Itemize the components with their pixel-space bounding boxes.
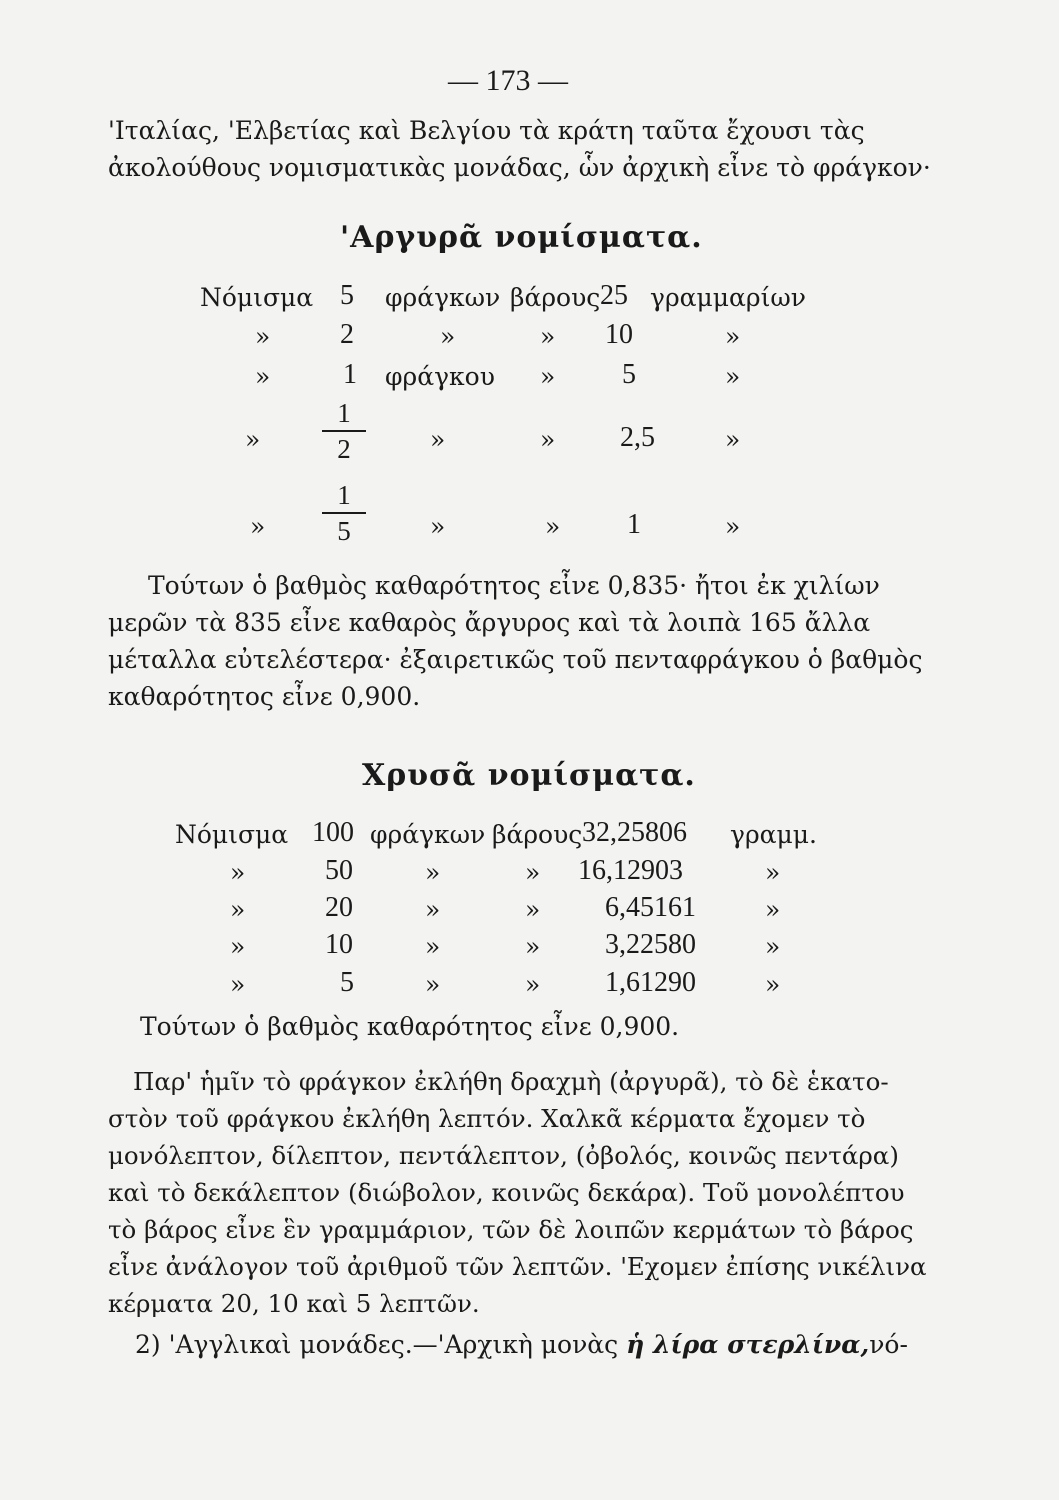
- section-title: 'Αγγλικαὶ μονάδες.: [168, 1330, 413, 1359]
- unit-cell: »: [430, 512, 446, 541]
- weight-cell: 3,22580: [605, 929, 696, 960]
- amount-cell: 2: [340, 319, 354, 350]
- section-italic-term: ἡ λίρα στερλίνα,: [626, 1330, 870, 1359]
- fraction-numerator: 1: [337, 480, 351, 510]
- page-number: — 173 —: [448, 64, 568, 97]
- amount-cell: 5: [340, 280, 354, 311]
- unit-cell: φράγκων: [370, 820, 486, 849]
- text-line: στὸν τοῦ φράγκου ἐκλήθη λεπτόν. Χαλκᾶ κέρματα ἔχομεν τὸ: [108, 1104, 866, 1133]
- text-line: ἀκολούθους νομισματικὰς μονάδας, ὧν ἀρχικὴ εἶνε τὸ φράγκον·: [108, 153, 931, 182]
- section-number: 2): [135, 1330, 161, 1359]
- section-tail: νό-: [869, 1330, 908, 1359]
- silver-note-paragraph: [108, 567, 923, 715]
- unit-cell: »: [425, 970, 441, 999]
- text-line: μονόλεπτον, δίλεπτον, πεντάλεπτον, (ὀβολός, κοινῶς πεντάρα): [108, 1141, 899, 1170]
- weight-unit-cell: »: [765, 970, 781, 999]
- label-cell: »: [230, 932, 246, 961]
- text-line: Τούτων ὁ βαθμὸς καθαρότητος εἶνε 0,835· ἤτοι ἐκ χιλίων: [148, 571, 880, 600]
- weight-unit-cell: γραμμ.: [730, 820, 817, 849]
- silver-coins-heading: 'Αργυρᾶ νομίσματα.: [340, 220, 703, 255]
- weight-cell: 32,25806: [582, 817, 687, 848]
- weight-cell: 5: [622, 359, 636, 390]
- amount-cell: 100: [312, 817, 354, 848]
- text-line: τὸ βάρος εἶνε ἓν γραμμάριον, τῶν δὲ λοιπῶν κερμάτων τὸ βάρος: [108, 1215, 914, 1244]
- weight-unit-cell: »: [765, 895, 781, 924]
- fraction: [322, 480, 366, 546]
- weight-cell: 6,45161: [605, 892, 696, 923]
- weight-cell: 10: [605, 319, 633, 350]
- unit-cell: »: [430, 425, 446, 454]
- unit-cell: »: [440, 322, 456, 351]
- section-2-line: [135, 1330, 908, 1359]
- label-cell: »: [255, 362, 271, 391]
- label-cell: Νόμισμα: [200, 283, 314, 312]
- unit-cell: φράγκου: [385, 362, 495, 391]
- text-line: καθαρότητος εἶνε 0,900.: [108, 682, 421, 711]
- label-cell: »: [230, 895, 246, 924]
- body-paragraph: [108, 1063, 927, 1322]
- amount-cell: 1: [343, 359, 357, 390]
- weight-label-cell: »: [540, 322, 556, 351]
- weight-cell: 25: [600, 280, 628, 311]
- label-cell: »: [255, 322, 271, 351]
- text-line: εἶνε ἀνάλογον τοῦ ἀριθμοῦ τῶν λεπτῶν. 'Εχομεν ἐπίσης νικέλινα: [108, 1252, 927, 1281]
- text-line: Παρ' ἡμῖν τὸ φράγκον ἐκλήθη δραχμὴ (ἀργυρᾶ), τὸ δὲ ἑκατο-: [133, 1067, 889, 1096]
- gold-coins-heading: Χρυσᾶ νομίσματα.: [362, 758, 696, 793]
- text-line: καὶ τὸ δεκάλεπτον (διώβολον, κοινῶς δεκάρα). Τοῦ μονολέπτου: [108, 1178, 905, 1207]
- label-cell: »: [250, 512, 266, 541]
- weight-unit-cell: »: [765, 932, 781, 961]
- fraction-denominator: 2: [337, 434, 351, 464]
- amount-cell: 10: [325, 929, 353, 960]
- unit-cell: φράγκων: [385, 283, 501, 312]
- label-cell: »: [245, 425, 261, 454]
- intro-paragraph: [108, 112, 931, 186]
- section-text: 'Αρχικὴ μονὰς: [437, 1330, 619, 1359]
- gold-note: Τούτων ὁ βαθμὸς καθαρότητος εἶνε 0,900.: [140, 1012, 680, 1041]
- weight-label-cell: »: [540, 425, 556, 454]
- fraction-numerator: 1: [337, 398, 351, 428]
- weight-cell: 16,12903: [578, 855, 683, 886]
- weight-label-cell: »: [525, 895, 541, 924]
- text-line: 'Ιταλίας, 'Ελβετίας καὶ Βελγίου τὰ κράτη ταῦτα ἔχουσι τὰς: [108, 116, 865, 145]
- unit-cell: »: [425, 895, 441, 924]
- em-dash: —: [412, 1330, 438, 1359]
- amount-cell: 20: [325, 892, 353, 923]
- fraction-denominator: 5: [337, 516, 351, 546]
- fraction-bar: [322, 430, 366, 432]
- weight-label-cell: βάρους: [492, 820, 583, 849]
- text-line: μερῶν τὰ 835 εἶνε καθαρὸς ἄργυρος καὶ τὰ λοιπὰ 165 ἄλλα: [108, 608, 871, 637]
- weight-label-cell: »: [525, 932, 541, 961]
- weight-label-cell: βάρους: [510, 283, 601, 312]
- label-cell: »: [230, 970, 246, 999]
- weight-unit-cell: γραμμαρίων: [650, 283, 806, 312]
- text-line: μέταλλα εὐτελέστερα· ἐξαιρετικῶς τοῦ πενταφράγκου ὁ βαθμὸς: [108, 645, 923, 674]
- weight-label-cell: »: [540, 362, 556, 391]
- unit-cell: »: [425, 858, 441, 887]
- fraction: [322, 398, 366, 464]
- weight-cell: 1,61290: [605, 967, 696, 998]
- label-cell: »: [230, 858, 246, 887]
- weight-unit-cell: »: [725, 362, 741, 391]
- fraction-bar: [322, 512, 366, 514]
- weight-unit-cell: »: [725, 425, 741, 454]
- weight-label-cell: »: [545, 512, 561, 541]
- weight-label-cell: »: [525, 970, 541, 999]
- unit-cell: »: [425, 932, 441, 961]
- weight-unit-cell: »: [725, 512, 741, 541]
- amount-cell: 50: [325, 855, 353, 886]
- weight-cell: 2,5: [620, 422, 655, 453]
- amount-cell: 5: [340, 967, 354, 998]
- weight-unit-cell: »: [765, 858, 781, 887]
- weight-cell: 1: [627, 509, 641, 540]
- label-cell: Νόμισμα: [175, 820, 289, 849]
- weight-label-cell: »: [525, 858, 541, 887]
- weight-unit-cell: »: [725, 322, 741, 351]
- text-line: κέρματα 20, 10 καὶ 5 λεπτῶν.: [108, 1289, 480, 1318]
